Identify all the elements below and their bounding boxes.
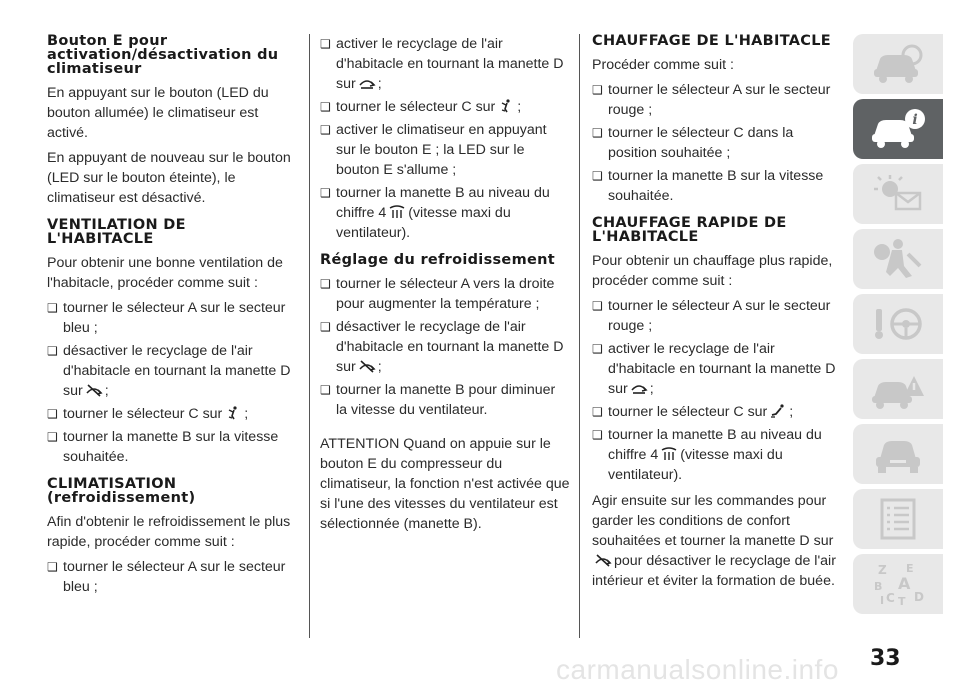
svg-text:D: D [914, 590, 924, 604]
column-right [592, 34, 842, 596]
list-item: ❑ tourner le sélecteur C sur ; [320, 97, 570, 117]
alphabet-index-icon [868, 561, 928, 607]
sidebar-tab-car-warning[interactable] [853, 34, 943, 94]
chauffage-rapide-steps [592, 296, 842, 485]
sidebar-tab-airbag[interactable] [853, 229, 943, 289]
recirculation-off-icon [85, 383, 103, 397]
svg-text:Z: Z [878, 563, 887, 577]
person-face-feet-icon [224, 406, 242, 420]
heading-climatisation: CLIMATISATION (refroidissement) [47, 476, 196, 506]
recirculation-off-icon [594, 553, 612, 567]
paragraph: En appuyant sur le bouton (LED du bouton allumée) le climatiseur est activé. [47, 85, 269, 141]
list-item: ❑ activer le climatiseur en appuyant sur le bouton E ; la LED sur le bouton E s'allume ; [320, 120, 570, 180]
svg-text:A: A [898, 574, 911, 593]
sidebar-tab-list[interactable] [853, 489, 943, 549]
watermark: carmanualsonline.info [556, 654, 839, 685]
reglage-steps [320, 274, 570, 420]
chapter-sidebar [853, 34, 943, 619]
svg-text:B: B [874, 580, 883, 593]
list-item: ❑ activer le recyclage de l'air d'habitacle en tournant la manette D sur ; [320, 34, 570, 94]
svg-text:I: I [880, 594, 885, 607]
climatisation-steps [47, 557, 297, 597]
ventilation-steps [47, 298, 297, 467]
paragraph: Pour obtenir une bonne ventilation de l'habitacle, procéder comme suit : [47, 255, 283, 291]
list-item: ❑ tourner le sélecteur A sur le secteur bleu ; [47, 298, 297, 338]
column-divider [309, 34, 310, 638]
list-item: ❑ tourner la manette B pour diminuer la vitesse du ventilateur. [320, 380, 570, 420]
list-document-icon [868, 496, 928, 542]
sidebar-tab-index[interactable] [853, 554, 943, 614]
list-item: ❑ tourner le sélecteur C sur ; [592, 402, 842, 422]
recirculation-on-icon [630, 381, 648, 395]
svg-text:i: i [912, 112, 918, 128]
list-item: ❑ tourner la manette B au niveau du chiffre 4 (vitesse maxi du ventilateur). [320, 183, 570, 243]
climatisation-steps-continued [320, 34, 570, 243]
recirculation-on-icon [358, 76, 376, 90]
column-middle [320, 34, 570, 539]
list-item: ❑ tourner le sélecteur A sur le secteur rouge ; [592, 80, 842, 120]
page-number: 33 [870, 646, 901, 671]
person-feet-icon [769, 404, 787, 418]
steering-key-icon [868, 301, 928, 347]
heading-bouton-e: Bouton E pour activation/désactivation du climatiseur [47, 33, 279, 77]
paragraph: En appuyant de nouveau sur le bouton (LED sur le bouton éteinte), le climatiseur est désactivé. [47, 150, 291, 206]
heading-chauffage: CHAUFFAGE DE L'HABITACLE [592, 33, 831, 49]
closing-paragraph: Agir ensuite sur les commandes pour garder les conditions de confort souhaitées et tourner la manette D sur pour désactiver le recyclage de l'air intérieur et éviter la formation de buée. [592, 493, 836, 589]
sidebar-tab-steering-key[interactable] [853, 294, 943, 354]
car-info-icon [868, 106, 928, 152]
heading-chauffage-rapide: CHAUFFAGE RAPIDE DE L'HABITACLE [592, 215, 787, 245]
paragraph: Procéder comme suit : [592, 57, 734, 73]
svg-text:C: C [886, 591, 895, 605]
person-face-feet-icon [497, 99, 515, 113]
chauffage-steps [592, 80, 842, 206]
sidebar-tab-car-info[interactable] [853, 99, 943, 159]
warning-lights-icon [868, 171, 928, 217]
svg-text:T: T [898, 595, 906, 607]
recirculation-off-icon [358, 359, 376, 373]
airbag-person-icon [868, 236, 928, 282]
sidebar-tab-car-front[interactable] [853, 424, 943, 484]
heading-reglage: Réglage du refroidissement [320, 252, 555, 268]
attention-note: ATTENTION Quand on appuie sur le bouton E du compresseur du climatiseur, la fonction n'est activée que si l'une des vitesses du ventilateur est sélectionnée (manette B). [320, 436, 570, 532]
sidebar-tab-warning-lights[interactable] [853, 164, 943, 224]
column-divider [579, 34, 580, 638]
paragraph: Pour obtenir un chauffage plus rapide, procéder comme suit : [592, 253, 833, 289]
list-item: ❑ désactiver le recyclage de l'air d'habitacle en tournant la manette D sur ; [320, 317, 570, 377]
list-item: ❑ tourner la manette B au niveau du chiffre 4 (vitesse maxi du ventilateur). [592, 425, 842, 485]
paragraph: Afin d'obtenir le refroidissement le plus rapide, procéder comme suit : [47, 514, 291, 550]
list-item: ❑ tourner la manette B sur la vitesse souhaitée. [592, 166, 842, 206]
car-warning-icon [868, 41, 928, 87]
list-item: ❑ tourner la manette B sur la vitesse souhaitée. [47, 427, 297, 467]
car-breakdown-icon [868, 366, 928, 412]
column-left [47, 34, 297, 600]
list-item: ❑ activer le recyclage de l'air d'habitacle en tournant la manette D sur ; [592, 339, 842, 399]
fan-max-icon [388, 205, 406, 219]
list-item: ❑ tourner le sélecteur C sur ; [47, 404, 297, 424]
car-front-icon [868, 431, 928, 477]
list-item: ❑ tourner le sélecteur C dans la position souhaitée ; [592, 123, 842, 163]
fan-max-icon [660, 447, 678, 461]
list-item: ❑ tourner le sélecteur A sur le secteur bleu ; [47, 557, 297, 597]
heading-ventilation: VENTILATION DE L'HABITACLE [47, 217, 186, 247]
list-item: ❑ tourner le sélecteur A vers la droite pour augmenter la température ; [320, 274, 570, 314]
svg-text:E: E [906, 562, 914, 575]
list-item: ❑ tourner le sélecteur A sur le secteur rouge ; [592, 296, 842, 336]
list-item: ❑ désactiver le recyclage de l'air d'habitacle en tournant la manette D sur ; [47, 341, 297, 401]
sidebar-tab-car-breakdown[interactable] [853, 359, 943, 419]
